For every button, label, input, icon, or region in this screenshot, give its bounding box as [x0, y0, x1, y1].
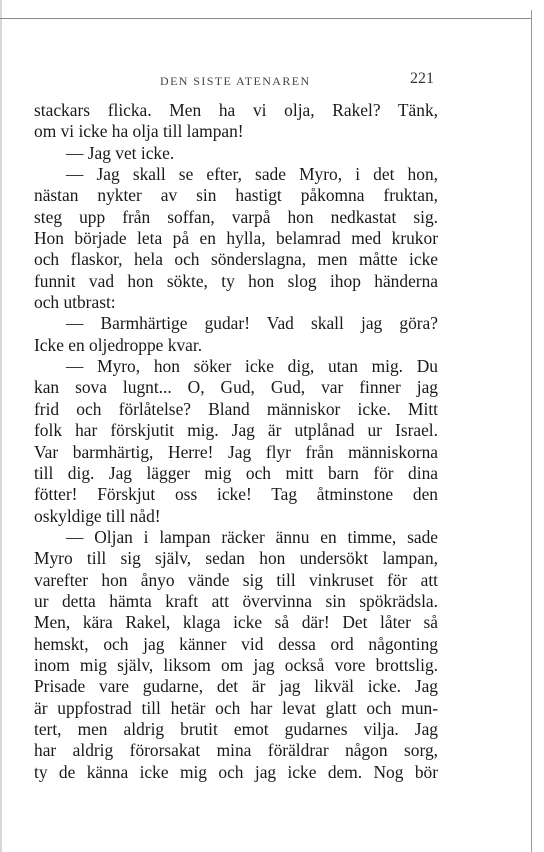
body-text [34, 100, 438, 783]
text-line: ty de känna icke mig och jag icke dem. Nog bör [34, 761, 438, 782]
running-title: DEN SISTE ATENAREN [160, 74, 311, 88]
text-line: till dig. Jag lägger mig och mitt barn för dina [34, 462, 438, 483]
text-line: stackars flicka. Men ha vi olja, Rakel? Tänk, [34, 100, 438, 120]
text-line: och utbrast: [34, 292, 116, 313]
scan-top-border [0, 18, 532, 19]
text-line: Var barmhärtig, Herre! Jag flyr från människorna [34, 441, 438, 462]
scan-right-border [531, 10, 532, 852]
text-line: om vi icke ha olja till lampan! [34, 121, 244, 142]
text-line: steg upp från soffan, varpå hon nedkastat sig. [34, 206, 438, 227]
text-line: Myro till sig själv, sedan hon undersökt lampan, [34, 548, 438, 569]
text-line: folk har förskjutit mig. Jag är utplånad ur Israel. [34, 420, 438, 441]
text-line: ur detta hämta kraft att övervinna sin spökrädsla. [34, 590, 438, 611]
text-line: Men, kära Rakel, klaga icke så där! Det låter så [34, 612, 438, 633]
page-number: 221 [410, 70, 434, 87]
page-left-edge [0, 0, 2, 852]
text-line: nästan nykter av sin hastigt påkomna fruktan, [34, 185, 438, 206]
text-line: varefter hon ånyo vände sig till vinkruset för att [34, 569, 438, 590]
text-line: — Jag skall se efter, sade Myro, i det hon, [66, 164, 438, 185]
text-line: tert, men aldrig brutit emot gudarnes vilja. Jag [34, 718, 438, 739]
text-line: kan sova lugnt... O, Gud, Gud, var finner jag [34, 377, 438, 398]
text-line: — Oljan i lampan räcker ännu en timme, sade [66, 526, 438, 547]
text-line: Hon började leta på en hylla, belamrad med krukor [34, 228, 438, 249]
text-line: har aldrig förorsakat mina föräldrar någon sorg, [34, 740, 438, 761]
text-line: Icke en oljedroppe kvar. [34, 334, 203, 355]
text-line: och flaskor, hela och sönderslagna, men måtte icke [34, 249, 438, 270]
text-line: — Barmhärtige gudar! Vad skall jag göra? [66, 313, 438, 334]
text-line: funnit vad hon sökte, ty hon slog ihop händerna [34, 270, 438, 291]
text-line: är uppfostrad till hetär och har levat glatt och mun- [34, 697, 438, 718]
text-line: frid och förlåtelse? Bland människor icke. Mitt [34, 398, 438, 419]
text-line: Prisade vare gudarne, det är jag likväl icke. Jag [34, 676, 438, 697]
text-line: inom mig själv, liksom om jag också vore brottslig. [34, 654, 438, 675]
text-line: fötter! Förskjut oss icke! Tag åtminstone den [34, 484, 438, 505]
text-line: — Jag vet icke. [66, 142, 175, 163]
text-line: — Myro, hon söker icke dig, utan mig. Du [66, 356, 438, 377]
text-line: oskyldige till nåd! [34, 505, 161, 526]
text-line: hemskt, och jag känner vid dessa ord någonting [34, 633, 438, 654]
